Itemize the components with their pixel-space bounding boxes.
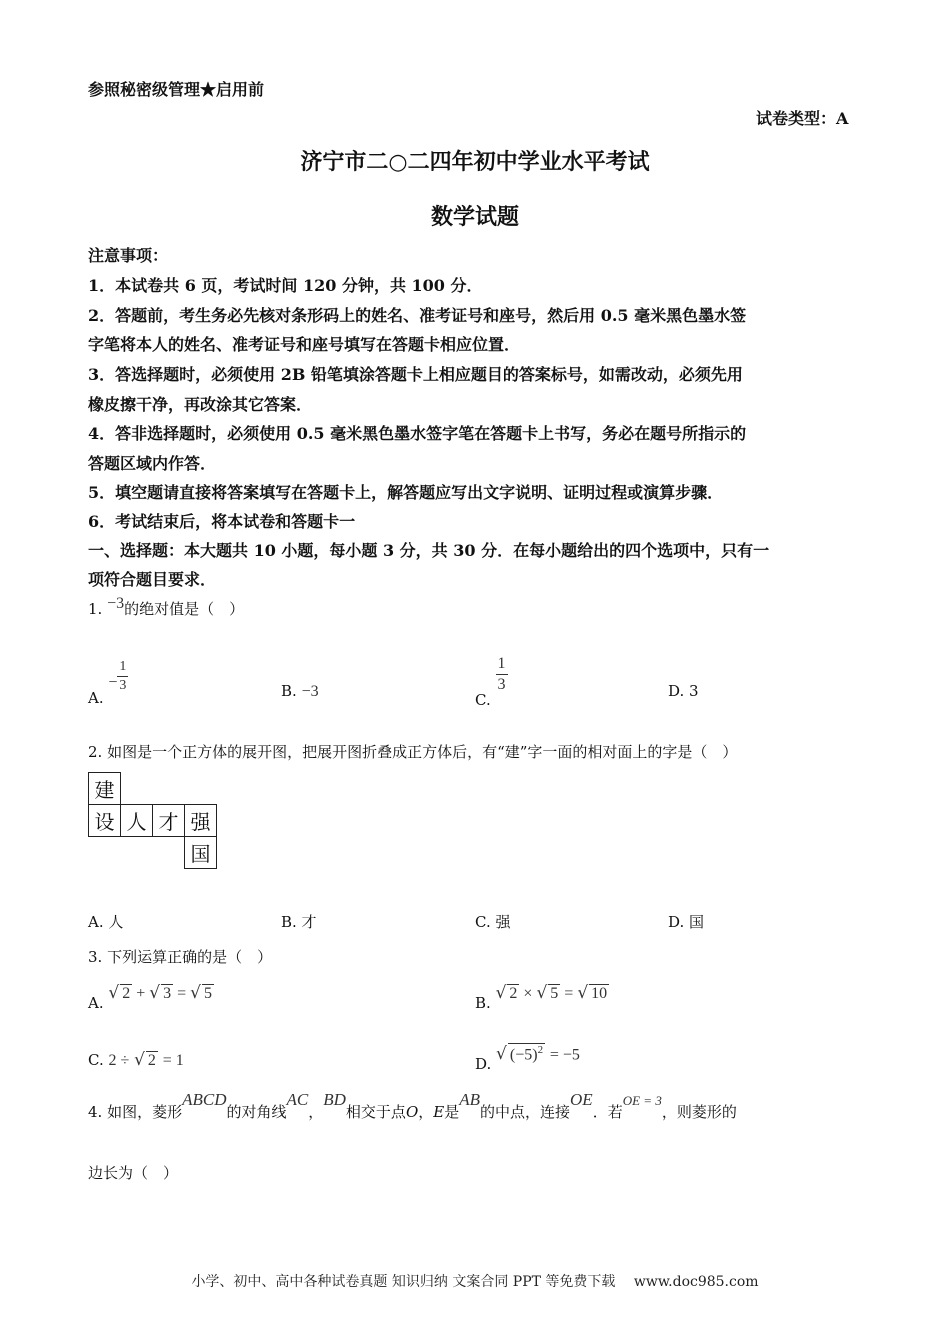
option-a: A. 人 — [88, 913, 124, 931]
fraction: $\frac{1}{3}$ — [119, 659, 127, 693]
question-3-text: 3. 下列运算正确的是（ ） — [88, 948, 273, 966]
note-line: 答题区域内作答． — [88, 454, 217, 473]
note-line: 字笔将本人的姓名、准考证号和座号填写在答题卡相应位置． — [88, 335, 521, 354]
secret-level-label: 参照秘密级管理★启用前 — [88, 80, 265, 99]
net-cell: 才 — [153, 805, 185, 837]
net-cell: 设 — [89, 805, 121, 837]
option-label: B. — [475, 994, 491, 1012]
option-a — [88, 659, 128, 707]
question-text: 的绝对值是（ ） — [124, 600, 245, 618]
note-line: 3．答选择题时，必须使用 2B 铅笔填涂答题卡上相应题目的答案标号，如需改动，必须先用 — [88, 365, 743, 384]
section-heading-cont: 项符合题目要求． — [88, 570, 217, 589]
option-c — [475, 655, 508, 709]
minus-sign: − — [108, 673, 118, 691]
question-4-cont: 边长为（ ） — [88, 1164, 179, 1182]
option-label: A. — [88, 688, 104, 707]
cube-net-figure — [88, 772, 217, 869]
option-d: D. 国 — [668, 913, 705, 931]
option-a: A. √ 2 + √ 3 = √ 5 — [88, 983, 212, 1012]
net-cell: 人 — [121, 805, 153, 837]
option-value: −3 — [301, 683, 319, 700]
exam-subtitle: 数学试题 — [430, 204, 519, 230]
option-label: B. — [281, 682, 297, 700]
fraction: $\frac{1}{3}$ — [497, 655, 506, 693]
note-line: 2．答题前，考生务必先核对条形码上的姓名、准考证号和座号，然后用 0.5 毫米黑色墨水签 — [88, 306, 747, 325]
note-line: 5．填空题请直接将答案填写在答题卡上，解答题应写出文字说明、证明过程或演算步骤． — [88, 483, 724, 502]
note-line: 4．答非选择题时，必须使用 0.5 毫米黑色墨水签字笔在答题卡上书写，务必在题号所指示的 — [88, 424, 747, 443]
math-expression: −3 — [107, 595, 125, 612]
net-cell: 强 — [185, 805, 217, 837]
question-4: 4. 如图，菱形ABCD的对角线AC，BD相交于点O，E是AB的中点，连接OE．若OE = 3，则菱形的 — [88, 1090, 737, 1121]
option-label: D. — [475, 1055, 492, 1074]
option-label: C. — [88, 1051, 104, 1069]
question-2-text: 2. 如图是一个正方体的展开图，把展开图折叠成正方体后，有“建”字一面的相对面上的字是（ ） — [88, 743, 738, 761]
option-label: A. — [88, 994, 104, 1012]
net-cell-top: 建 — [89, 773, 121, 805]
paper-type-label: 试卷类型：A — [756, 109, 849, 128]
notes-heading: 注意事项： — [88, 246, 169, 265]
net-cell-bottom: 国 — [185, 837, 217, 869]
option-c: C. 2 ÷ √ 2 = 1 — [88, 1050, 184, 1070]
note-line: 1．本试卷共 6 页，考试时间 120 分钟，共 100 分． — [88, 276, 483, 295]
option-label: C. — [475, 690, 491, 709]
question-1 — [88, 595, 245, 619]
footer-text: 小学、初中、高中各种试卷真题 知识归纳 文案合同 PPT 等免费下载 www.doc985.com — [191, 1274, 759, 1290]
section-heading: 一、选择题：本大题共 10 小题，每小题 3 分，共 30 分．在每小题给出的四个选项中，只有一 — [88, 541, 770, 560]
option-b — [281, 682, 319, 701]
option-d: D. √ $(-5)^2 = -5$ — [475, 1044, 580, 1074]
option-d: D. 3 — [668, 682, 699, 700]
option-b: B. √ 2 × √ 5 = √ 10 — [475, 983, 608, 1012]
exam-title: 济宁市二○二四年初中学业水平考试 — [300, 149, 650, 175]
option-c: C. 强 — [475, 913, 511, 931]
question-number: 1. — [88, 600, 103, 618]
note-line: 橡皮擦干净，再改涂其它答案． — [88, 395, 313, 414]
note-line: 6．考试结束后，将本试卷和答题卡一 — [88, 512, 356, 531]
option-b: B. 才 — [281, 913, 317, 931]
